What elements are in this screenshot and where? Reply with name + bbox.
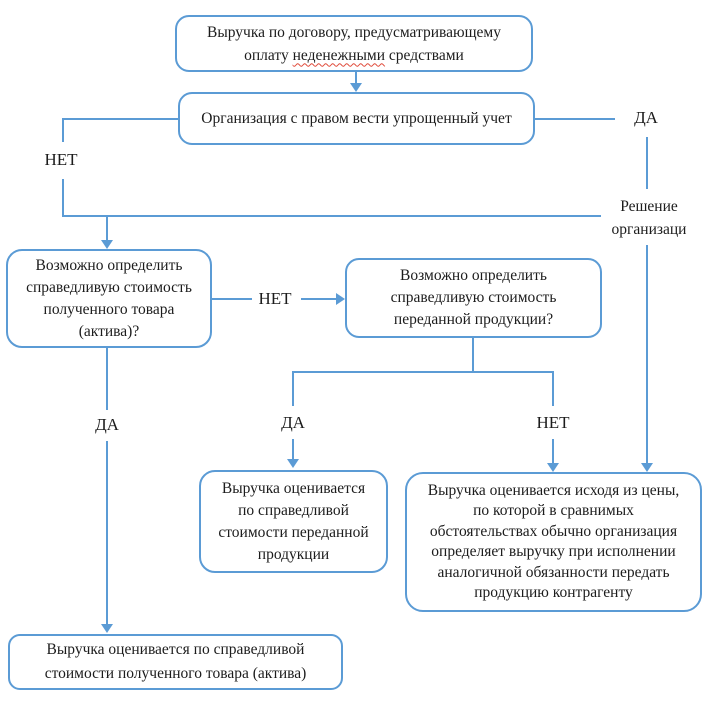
node-line: стоимости полученного товара (актива) — [44, 665, 307, 682]
arrowhead-down-icon — [287, 459, 299, 468]
arrowhead-down-icon — [641, 463, 653, 472]
node-question-fair-value-received — [6, 249, 212, 348]
node-line: стоимости переданной — [218, 523, 369, 541]
node-line: Возможно определить — [35, 256, 183, 274]
connector-yes-received-upper — [106, 348, 108, 410]
node-line: Возможно определить — [400, 267, 547, 284]
connector-received-to-no — [212, 298, 252, 300]
line2-suffix: средствами — [388, 46, 464, 64]
node-question-fair-value-transferred — [345, 258, 602, 338]
node-simplified-accounting — [178, 92, 535, 145]
node-line: Организация с правом вести упрощенный учет — [201, 110, 512, 127]
node-revenue-fv-transferred — [199, 470, 388, 573]
node-line: Выручка оценивается по справедливой — [46, 641, 305, 658]
node-contract-revenue — [175, 15, 533, 72]
node-line: (актива)? — [78, 322, 140, 340]
connector-to-question-received — [106, 217, 108, 241]
node-line: справедливую стоимость — [26, 278, 192, 296]
node-revenue-comparable-price — [405, 472, 702, 612]
arrowhead-right-icon — [336, 293, 345, 305]
node-revenue-fv-received — [8, 634, 343, 690]
arrowhead-down-icon — [101, 240, 113, 249]
node-line: Выручка оценивается — [221, 479, 366, 497]
decision-line1: Решение — [620, 198, 678, 215]
connector-simplified-left — [62, 118, 178, 120]
node-line: продукции — [257, 545, 330, 563]
connector-yes-received-lower — [106, 441, 108, 624]
connector-decision-lower — [646, 245, 648, 464]
connector-no-to-transferred — [301, 298, 336, 300]
misspelled-word: неденежными — [292, 46, 386, 64]
label-no-simplified: НЕТ — [44, 150, 78, 169]
arrowhead-down-icon — [350, 83, 362, 92]
node-line: определяет выручку при исполнении — [431, 543, 676, 560]
node-line: полученного товара — [43, 300, 175, 318]
node-line: по которой в сравнимых — [473, 502, 634, 519]
label-yes-transferred: ДА — [281, 413, 305, 432]
connector-simplified-right — [535, 118, 615, 120]
connector-decision-upper — [646, 137, 648, 189]
node-line — [244, 44, 464, 67]
connector-transferred-down — [472, 338, 474, 373]
node-line: Выручка по договору, предусматривающему — [206, 23, 501, 41]
arrowhead-down-icon — [547, 463, 559, 472]
node-line: продукцию контрагенту — [474, 584, 633, 601]
arrowhead-down-icon — [101, 624, 113, 633]
node-line: справедливую стоимость — [390, 289, 557, 306]
node-line: Выручка оценивается исходя из цены, — [427, 481, 680, 499]
label-yes-simplified: ДА — [634, 108, 658, 127]
node-line: по справедливой — [238, 501, 349, 519]
label-decision-of-organization — [612, 195, 687, 241]
connector-no-transferred-upper — [552, 371, 554, 406]
node-line: аналогичной обязанности передать — [437, 563, 670, 581]
connector-horizontal-merge — [62, 215, 601, 217]
line2-prefix: оплату — [244, 46, 289, 64]
node-line: переданной продукции? — [393, 311, 554, 328]
decision-line2: организаци — [611, 221, 687, 238]
connector-yes-transferred-upper — [292, 371, 294, 406]
label-yes-received: ДА — [95, 415, 119, 434]
label-no-transferred: НЕТ — [536, 413, 570, 432]
connector-no-branch-lower — [62, 179, 64, 217]
connector-yes-transferred-lower — [292, 439, 294, 460]
connector-transferred-split — [292, 371, 554, 373]
connector-no-branch-upper — [62, 118, 64, 142]
label-no-received: НЕТ — [258, 289, 292, 308]
connector-no-transferred-lower — [552, 439, 554, 463]
node-line: обстоятельствах обычно организация — [429, 522, 678, 540]
